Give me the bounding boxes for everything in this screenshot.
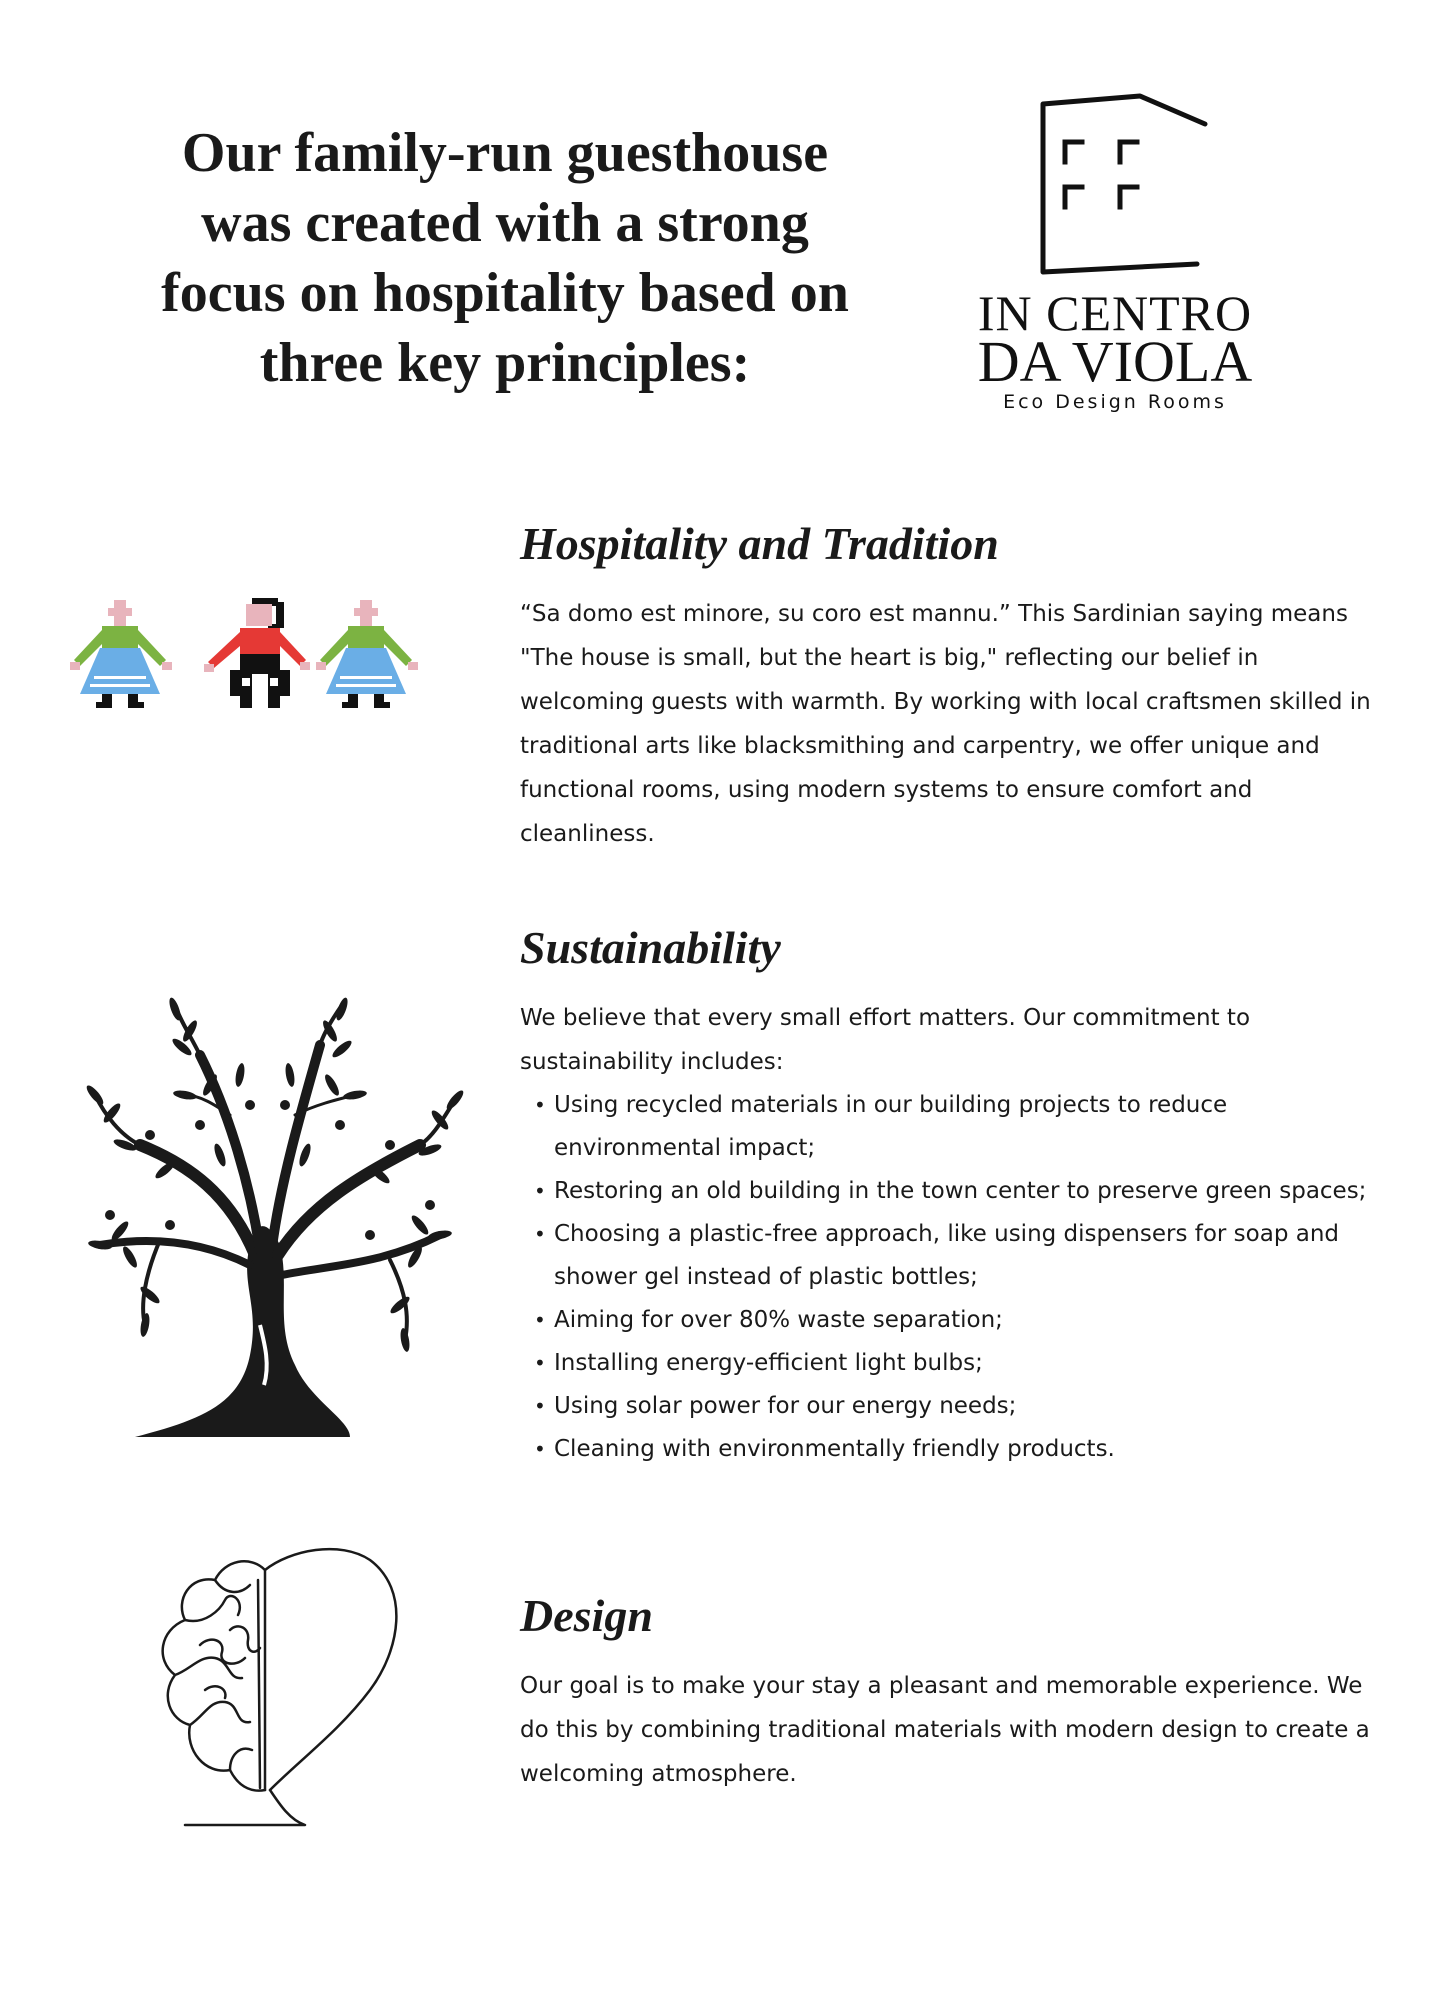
logo-tagline: Eco Design Rooms (1003, 391, 1227, 413)
folk-woman-left-icon (70, 600, 172, 708)
list-item: • Cleaning with environmentally friendly products. (534, 1428, 1380, 1471)
section-hospitality (520, 516, 1380, 856)
folk-man-center-icon (204, 598, 310, 708)
section-title: Sustainability (520, 922, 781, 973)
olive-tree-illustration (50, 995, 490, 1445)
intro-heading (120, 118, 890, 398)
section-design (520, 1588, 1380, 1796)
list-item: • Restoring an old building in the town center to preserve green spaces; (534, 1170, 1380, 1213)
section-title: Design (520, 1590, 653, 1641)
list-item: • Installing energy-efficient light bulbs; (534, 1342, 1380, 1385)
folk-woman-right-icon (316, 600, 418, 708)
olive-tree-icon (84, 996, 466, 1437)
sustainability-list (520, 1084, 1380, 1471)
list-item: • Using solar power for our energy needs; (534, 1385, 1380, 1428)
folk-figures-illustration (70, 598, 470, 758)
section-intro: We believe that every small effort matters. Our commitment to sustainability includes: (520, 1005, 1251, 1075)
intro-line: was created with a strong (201, 192, 809, 254)
brain-heart-illustration (130, 1540, 410, 1830)
section-title: Hospitality and Tradition (520, 518, 999, 569)
intro-line: Our family-run guesthouse (181, 122, 829, 184)
section-sustainability (520, 920, 1380, 1471)
intro-line: three key principles: (259, 332, 751, 394)
building-icon (965, 92, 1265, 292)
section-body: Our goal is to make your stay a pleasant and memorable experience. We do this by combining traditional materials with modern design to create a welcoming atmosphere. (520, 1673, 1370, 1787)
intro-line: focus on hospitality based on (161, 262, 849, 324)
logo-line-2: DA VIOLA (977, 329, 1253, 394)
section-body: “Sa domo est minore, su coro est mannu.” This Sardinian saying means "The house is small, but the heart is big," reflecting our belief in welcoming guests with warmth. By working with local craftsmen skilled in traditional arts like blacksmithing and carpentry, we offer unique and functional rooms, using modern systems to ensure comfort and cleanliness. (520, 601, 1371, 847)
brain-heart-icon (163, 1549, 397, 1825)
list-item: • Choosing a plastic-free approach, like using dispensers for soap and shower gel instead of plastic bottles; (534, 1213, 1380, 1299)
list-item: • Aiming for over 80% waste separation; (534, 1299, 1380, 1342)
brand-logo (965, 92, 1285, 422)
logo-line-1: IN CENTRO (977, 285, 1253, 341)
list-item: • Using recycled materials in our building projects to reduce environmental impact; (534, 1084, 1380, 1170)
